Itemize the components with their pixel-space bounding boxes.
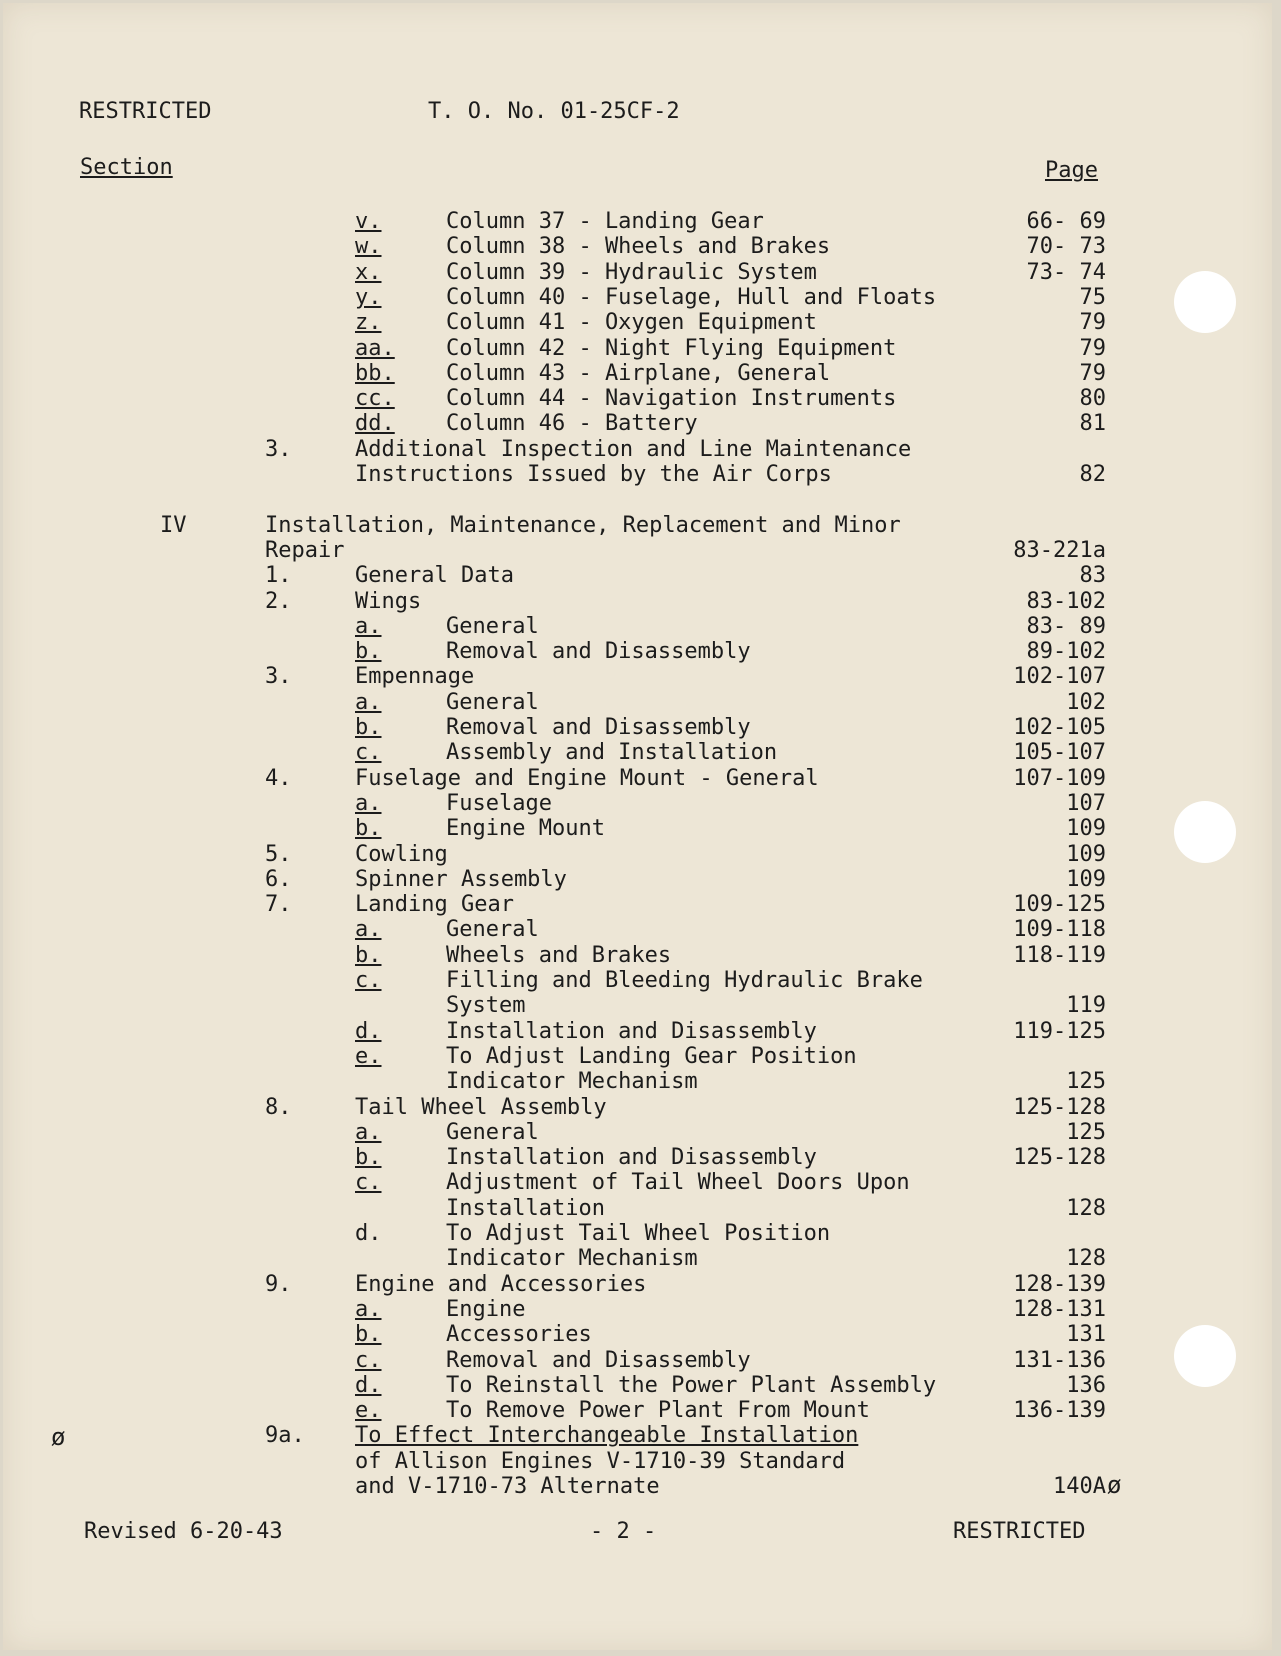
toc-entry-title: Removal and Disassembly: [446, 715, 751, 740]
toc-entry-number: 5.: [265, 841, 292, 867]
toc-entry-page: 125: [1066, 1119, 1106, 1145]
toc-entry: [3, 462, 1272, 487]
toc-entry-number: c.: [355, 968, 382, 993]
toc-entry-number: 1.: [265, 563, 292, 589]
toc-entry-number: 6.: [265, 866, 292, 892]
header-restricted: RESTRICTED: [79, 99, 212, 124]
toc-entry: [3, 943, 1272, 968]
toc-entry: [3, 1449, 1272, 1474]
footer-restricted: RESTRICTED: [953, 1519, 1086, 1544]
toc-entry: [3, 1423, 1272, 1448]
toc-entry-page: 75: [1079, 284, 1106, 310]
toc-entry-page: 119: [1066, 993, 1106, 1019]
toc-entry-number: e.: [355, 1043, 382, 1069]
toc-entry-title: Removal and Disassembly: [446, 639, 751, 665]
toc-entry-page: 83- 89: [1026, 613, 1106, 639]
toc-entry-title: of Allison Engines V-1710-39 Standard: [355, 1448, 846, 1474]
toc-entry: [3, 968, 1272, 993]
toc-entry-number: 9.: [265, 1271, 292, 1297]
toc-entry-title: Indicator Mechanism: [446, 1246, 698, 1272]
toc-entry: [3, 715, 1272, 740]
toc-entry-page: 70- 73: [1026, 234, 1106, 260]
toc-entry: [3, 336, 1272, 361]
toc-entry-number: 7.: [265, 892, 292, 918]
toc-entry: [3, 1398, 1272, 1423]
toc-entry-number: b.: [355, 1145, 382, 1171]
toc-entry-title: Empennage: [355, 664, 475, 690]
toc-entry-title: General: [446, 917, 539, 943]
footer-revised-date: Revised 6-20-43: [84, 1519, 283, 1544]
toc-entry-title: Instructions Issued by the Air Corps: [355, 462, 832, 487]
toc-entry: [3, 513, 1272, 538]
toc-entry-title: Accessories: [446, 1322, 592, 1348]
toc-entry: [3, 1044, 1272, 1069]
toc-entry-page: 102: [1066, 689, 1106, 715]
toc-entry: [3, 639, 1272, 664]
toc-entry-number: dd.: [355, 411, 395, 437]
revision-mark-right: ø: [1107, 1471, 1122, 1499]
toc-entry-page: 83: [1079, 563, 1106, 589]
toc-entry-number: b.: [355, 715, 382, 740]
toc-entry-number: b.: [355, 942, 382, 968]
toc-entry-number: d.: [355, 1018, 382, 1044]
toc-entry: [3, 1196, 1272, 1221]
toc-entry: [3, 310, 1272, 335]
toc-entry-page: 107-109: [1013, 765, 1106, 791]
toc-entry-page: 125: [1066, 1069, 1106, 1095]
toc-entry: [3, 816, 1272, 841]
toc-entry: [3, 740, 1272, 765]
toc-entry: [3, 260, 1272, 285]
toc-entry-title: Installation and Disassembly: [446, 1145, 817, 1171]
toc-entry: [3, 361, 1272, 386]
toc-entry-page: 125-128: [1013, 1145, 1106, 1171]
toc-entry-number: w.: [355, 234, 382, 260]
toc-entry-page: 136: [1066, 1372, 1106, 1398]
toc-entry-title: Column 44 - Navigation Instruments: [446, 386, 897, 412]
toc-entry-title: Assembly and Installation: [446, 740, 778, 766]
toc-entry: [3, 1120, 1272, 1145]
toc-entry-number: a.: [355, 689, 382, 715]
toc-entry-number: 3.: [265, 436, 292, 462]
toc-entry: [3, 1246, 1272, 1271]
toc-entry-page: 128: [1066, 1195, 1106, 1221]
toc-entry: [3, 1373, 1272, 1398]
toc-entry-page: 102-107: [1013, 664, 1106, 690]
toc-entry-number: z.: [355, 310, 382, 336]
toc-entry-number: e.: [355, 1398, 382, 1424]
toc-entry: [3, 285, 1272, 310]
section-column-label: Section: [80, 155, 173, 180]
toc-entry-number: b.: [355, 639, 382, 665]
toc-entry-number: y.: [355, 284, 382, 310]
toc-entry-number: 8.: [265, 1094, 292, 1120]
toc-entry-page: 107: [1066, 790, 1106, 816]
toc-entry-title: Column 38 - Wheels and Brakes: [446, 234, 831, 260]
toc-entry-title: Column 39 - Hydraulic System: [446, 259, 817, 285]
toc-entry: [3, 1095, 1272, 1120]
toc-entry-number: 2.: [265, 588, 292, 614]
toc-entry: [3, 791, 1272, 816]
toc-entry-page: 79: [1079, 310, 1106, 336]
toc-entry-number: v.: [355, 209, 382, 234]
toc-entry-number: x.: [355, 259, 382, 285]
toc-entry: [3, 614, 1272, 639]
toc-entry-page: 79: [1079, 335, 1106, 361]
toc-entry-title: To Adjust Tail Wheel Position: [446, 1221, 831, 1246]
header-document-number: T. O. No. 01-25CF-2: [428, 99, 680, 124]
toc-entry-title: General: [446, 1119, 539, 1145]
toc-entry-page: 128-131: [1013, 1296, 1106, 1322]
toc-entry: [3, 1019, 1272, 1044]
toc-entry: [3, 437, 1272, 462]
toc-entry: [3, 993, 1272, 1018]
toc-entry: [3, 690, 1272, 715]
toc-entry-title: Engine and Accessories: [355, 1271, 647, 1297]
toc-entry-title: Column 43 - Airplane, General: [446, 360, 831, 386]
toc-entry: [3, 1170, 1272, 1195]
toc-entry-title: To Effect Interchangeable Installation: [355, 1423, 859, 1449]
toc-entry-page: 109: [1066, 866, 1106, 892]
toc-entry-title: Additional Inspection and Line Maintenance: [355, 436, 912, 462]
toc-entry-page: 109: [1066, 841, 1106, 867]
toc-entry-title: and V-1710-73 Alternate: [355, 1474, 660, 1499]
toc-entry-title: Column 41 - Oxygen Equipment: [446, 310, 817, 336]
toc-entry-page: 118-119: [1013, 942, 1106, 968]
toc-entry-number: 9a.: [265, 1423, 305, 1449]
toc-entry: [3, 1272, 1272, 1297]
page-column-label: Page: [1045, 158, 1098, 183]
toc-entry-page: 109-118: [1013, 917, 1106, 943]
toc-entry-number: cc.: [355, 386, 395, 412]
toc-entry-page: 81: [1079, 411, 1106, 437]
toc-entry: [3, 563, 1272, 588]
toc-entry: [3, 1069, 1272, 1094]
toc-entry: [3, 1348, 1272, 1373]
toc-entry: [3, 234, 1272, 259]
toc-entry-page: 109: [1066, 816, 1106, 842]
toc-entry: [3, 386, 1272, 411]
toc-entry-number: 3.: [265, 664, 292, 690]
toc-entry-number: aa.: [355, 335, 395, 361]
toc-entry: [3, 209, 1272, 234]
toc-entry-number: a.: [355, 1296, 382, 1322]
toc-entry-number: a.: [355, 613, 382, 639]
toc-entry-title: To Adjust Landing Gear Position: [446, 1043, 857, 1069]
toc-entry-title: Landing Gear: [355, 892, 514, 918]
toc-entry: [3, 766, 1272, 791]
toc-entry-title: Engine Mount: [446, 816, 605, 842]
toc-entry-title: Spinner Assembly: [355, 866, 567, 892]
toc-entry-number: a.: [355, 917, 382, 943]
toc-entry-title: Installation, Maintenance, Replacement and Minor: [265, 512, 901, 538]
toc-entry: [3, 842, 1272, 867]
toc-entry-page: 80: [1079, 386, 1106, 412]
toc-entry-page: 109-125: [1013, 892, 1106, 918]
toc-entry-title: To Remove Power Plant From Mount: [446, 1398, 870, 1424]
toc-entry-title: Engine: [446, 1296, 526, 1322]
toc-entry-number: 4.: [265, 765, 292, 791]
toc-entry-number: d.: [355, 1221, 382, 1246]
toc-entry: [3, 1221, 1272, 1246]
revision-mark-left: ø: [51, 1423, 66, 1451]
toc-entry-page: 66- 69: [1026, 209, 1106, 234]
toc-entry-page: 136-139: [1013, 1398, 1106, 1424]
toc-entry-title: System: [446, 993, 526, 1019]
toc-entry: [3, 1145, 1272, 1170]
toc-entry-title: Installation: [446, 1195, 605, 1221]
footer-page-number: - 2 -: [590, 1519, 657, 1544]
toc-entry-page: 128-139: [1013, 1271, 1106, 1297]
toc-entry: [3, 487, 1272, 512]
toc-entry-number: IV: [160, 512, 187, 538]
toc-entry-page: 125-128: [1013, 1094, 1106, 1120]
toc-entry-title: Fuselage: [446, 790, 552, 816]
toc-entry-title: Wheels and Brakes: [446, 942, 672, 968]
toc-entry: [3, 892, 1272, 917]
toc-entry-page: 73- 74: [1026, 259, 1106, 285]
toc-entry-title: Column 37 - Landing Gear: [446, 209, 764, 234]
toc-entry-title: General Data: [355, 563, 514, 589]
toc-entry-page: 140A: [1053, 1474, 1106, 1499]
toc-entry-page: 79: [1079, 360, 1106, 386]
toc-entry-title: To Reinstall the Power Plant Assembly: [446, 1372, 937, 1398]
toc-entry-title: Column 46 - Battery: [446, 411, 698, 437]
toc-entry-title: Repair: [265, 537, 345, 563]
toc-entry-title: Fuselage and Engine Mount - General: [355, 765, 819, 791]
toc-entry: [3, 664, 1272, 689]
toc-entry-title: Installation and Disassembly: [446, 1018, 817, 1044]
toc-entry-title: Cowling: [355, 841, 448, 867]
toc-entry: [3, 538, 1272, 563]
toc-entry-page: 131: [1066, 1322, 1106, 1348]
toc-entry-page: 89-102: [1026, 639, 1106, 665]
toc-entry-title: Tail Wheel Assembly: [355, 1094, 607, 1120]
toc-entry-title: Column 40 - Fuselage, Hull and Floats: [446, 284, 937, 310]
toc-entry-page: 119-125: [1013, 1018, 1106, 1044]
toc-entry-title: Indicator Mechanism: [446, 1069, 698, 1095]
toc-entry: [3, 917, 1272, 942]
document-page: [3, 3, 1272, 1650]
toc-entry: [3, 411, 1272, 436]
toc-entry-number: a.: [355, 1119, 382, 1145]
toc-entry-page: 83-221a: [1013, 537, 1106, 563]
toc-entry-number: c.: [355, 1170, 382, 1196]
toc-entry: [3, 1322, 1272, 1347]
toc-entry-number: d.: [355, 1372, 382, 1398]
toc-entry-page: 131-136: [1013, 1347, 1106, 1373]
toc-entry-page: 83-102: [1026, 588, 1106, 614]
toc-entry-title: Adjustment of Tail Wheel Doors Upon: [446, 1170, 910, 1196]
toc-entry-title: General: [446, 613, 539, 639]
toc-entry-number: c.: [355, 740, 382, 766]
toc-entry-title: General: [446, 689, 539, 715]
toc-entry-number: b.: [355, 816, 382, 842]
toc-entry-title: Removal and Disassembly: [446, 1347, 751, 1373]
toc-entry-number: b.: [355, 1322, 382, 1348]
toc-entry: [3, 1297, 1272, 1322]
toc-entry: [3, 867, 1272, 892]
toc-entry-page: 128: [1066, 1246, 1106, 1272]
toc-entry-number: bb.: [355, 360, 395, 386]
toc-entry-title: Wings: [355, 588, 422, 614]
toc-entry-title: Filling and Bleeding Hydraulic Brake: [446, 968, 923, 993]
toc-entry-number: a.: [355, 790, 382, 816]
toc-entry: [3, 1474, 1272, 1499]
toc-entry: [3, 589, 1272, 614]
toc-entry-page: 105-107: [1013, 740, 1106, 766]
toc-entry-page: 102-105: [1013, 715, 1106, 740]
toc-entry-page: 82: [1079, 462, 1106, 487]
toc-entry-number: c.: [355, 1347, 382, 1373]
toc-entry-title: Column 42 - Night Flying Equipment: [446, 335, 897, 361]
